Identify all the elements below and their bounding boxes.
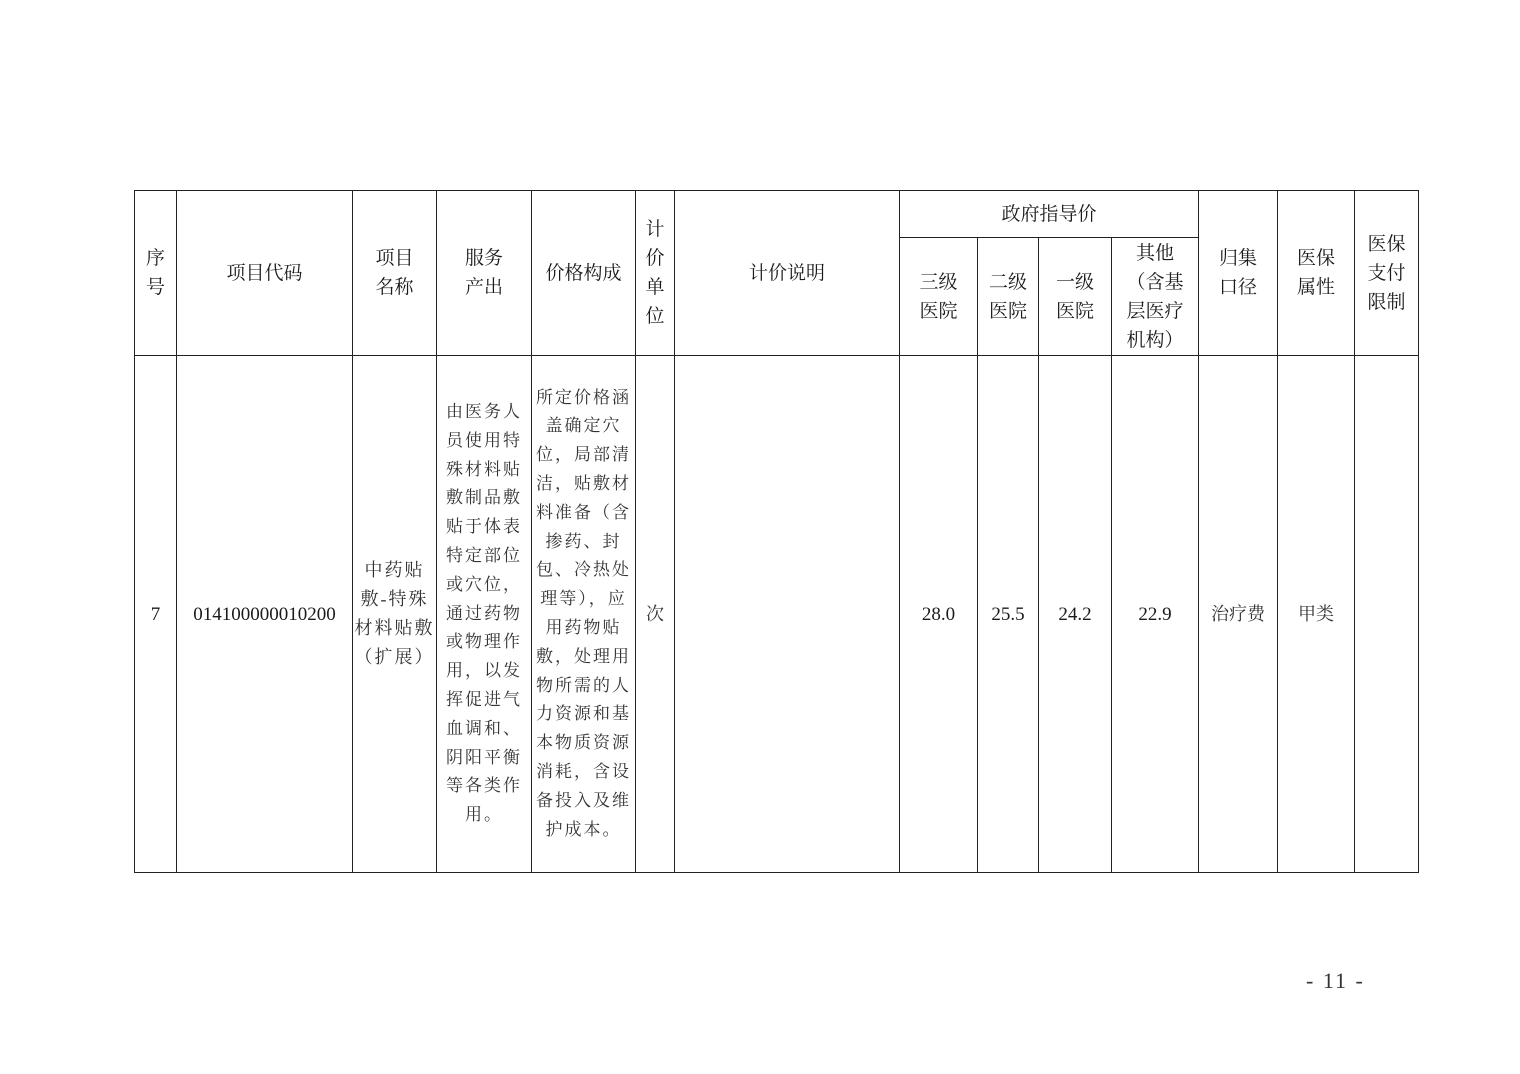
header-output: [437, 191, 532, 356]
header-name-label: 项目名称: [375, 247, 414, 298]
cell-restriction: [1355, 356, 1419, 873]
cell-other-price: 22.9: [1112, 356, 1199, 873]
cell-code: 014100000010200: [177, 356, 353, 873]
header-name: [353, 191, 437, 356]
header-level1-label: 一级医院: [1055, 270, 1094, 322]
header-note: 计价说明: [675, 191, 900, 356]
header-unit: [636, 191, 675, 356]
cell-seq: 7: [135, 356, 177, 873]
header-restriction-label: 医保支付限制: [1367, 232, 1406, 313]
header-category: [1199, 191, 1278, 356]
cell-level3-price: 28.0: [900, 356, 978, 873]
header-level2-label: 二级医院: [988, 270, 1027, 322]
header-unit-label: 计价单位: [645, 218, 665, 327]
header-insurance: [1278, 191, 1355, 356]
header-level3-label: 三级医院: [919, 270, 958, 322]
cell-insurance: 甲类: [1278, 356, 1355, 873]
header-level2: [978, 238, 1039, 356]
header-seq-label: 序号: [145, 247, 165, 298]
cell-output: 由医务人员使用特殊材料贴敷制品敷贴于体表特定部位或穴位，通过药物或物理作用，以发挥促进气血调和、阴阳平衡等各类作用。: [437, 356, 532, 873]
table-row: [135, 356, 1419, 873]
page-number: - 11 -: [1306, 968, 1365, 993]
header-output-label: 服务产出: [464, 247, 503, 298]
header-other-label: 其他（含基层医疗机构）: [1126, 241, 1184, 351]
cell-level2-price: 25.5: [978, 356, 1039, 873]
cell-unit: 次: [636, 356, 675, 873]
header-level3: [900, 238, 978, 356]
header-category-label: 归集口径: [1219, 247, 1258, 298]
header-composition: 价格构成: [532, 191, 636, 356]
header-code: 项目代码: [177, 191, 353, 356]
header-insurance-label: 医保属性: [1297, 247, 1336, 298]
cell-level1-price: 24.2: [1039, 356, 1112, 873]
cell-category: 治疗费: [1199, 356, 1278, 873]
header-seq: [135, 191, 177, 356]
cell-composition: 所定价格涵盖确定穴位，局部清洁，贴敷材料准备（含掺药、封包、冷热处理等），应用药物贴敷，处理用物所需的人力资源和基本物质资源消耗，含设备投入及维护成本。: [532, 356, 636, 873]
header-gov-price: 政府指导价: [900, 191, 1199, 238]
cell-name: 中药贴敷-特殊材料贴敷（扩展）: [353, 356, 437, 873]
header-other: [1112, 238, 1199, 356]
table-header: [135, 191, 1419, 356]
header-level1: [1039, 238, 1112, 356]
header-restriction: [1355, 191, 1419, 356]
cell-note: [675, 356, 900, 873]
price-table: [134, 190, 1419, 873]
